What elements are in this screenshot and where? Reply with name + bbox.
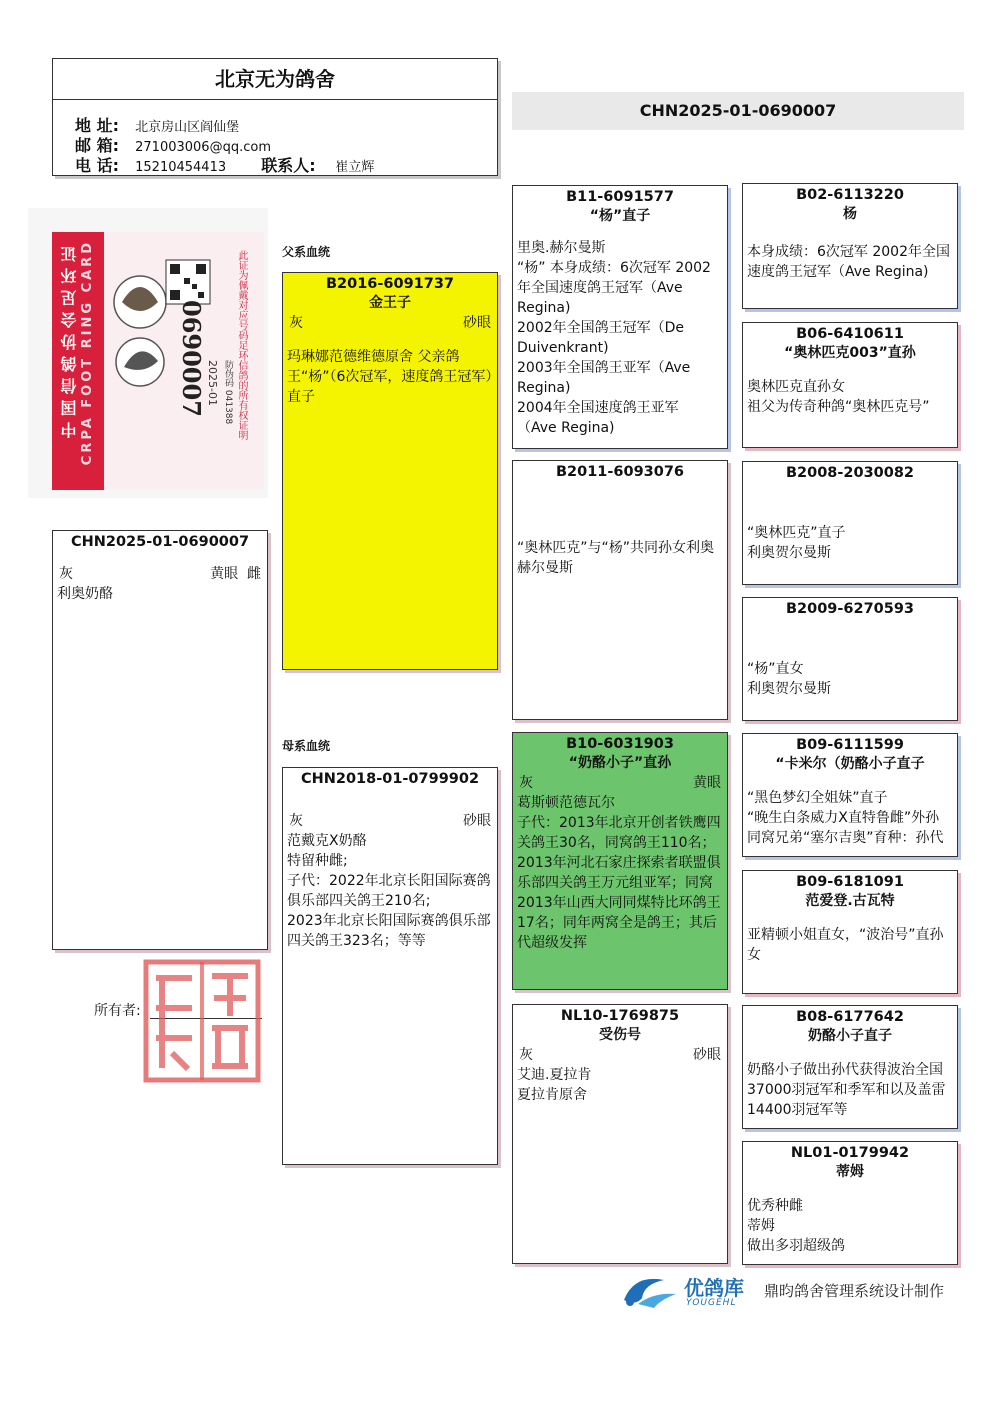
ring-card-title-en: CRPA FOOT RING CARD	[80, 240, 95, 466]
dam-dam-color: 灰	[519, 1047, 533, 1063]
sds-desc: “奥林匹克”直子 利奥贺尔曼斯	[747, 525, 846, 561]
dss-desc: “黑色梦幻全姐妹”直子 “晚生白条威力X直特鲁雌”外孙 同窝兄弟“塞尔吉奥”育种：孙代	[747, 790, 944, 846]
ring-card-code: 防伪码 041388	[223, 360, 233, 425]
sire-sire-box	[512, 185, 728, 449]
sss-box	[742, 183, 958, 309]
dam-dam-ring-id: NL10-1769875	[560, 1008, 680, 1024]
ssd-name: “奥林匹克003”直孙	[784, 345, 916, 361]
dam-dam-eye: 砂眼	[693, 1047, 721, 1063]
sdd-ring-id: B2009-6270593	[785, 601, 915, 617]
sire-box	[282, 272, 498, 670]
dam-desc: 范戴克X奶酪 特留种雌; 子代：2022年北京长阳国际赛鸽俱乐部四关鸽王210名; 2023年北京长阳国际赛鸽俱乐部四关鸽王323名；等等	[287, 833, 491, 949]
sire-desc: 玛琳娜范德维德原舍 父亲鸽王“杨”（6次冠军，速度鸽王冠军）直子	[287, 349, 493, 405]
dam-color: 灰	[289, 813, 303, 829]
sds-ring-id: B2008-2030082	[785, 465, 915, 481]
yougeku-logo-icon	[618, 1270, 682, 1310]
sire-eye: 砂眼	[463, 315, 491, 331]
ring-card-title-cn: 中国信鸽协会足环证	[60, 240, 79, 438]
sire-ring-id: B2016-6091737	[325, 276, 455, 292]
dds-desc: 奶酪小子做出孙代获得波治全国37000羽冠军和季军和以及盖雷14400羽冠军等	[747, 1062, 946, 1118]
ring-card-year: 2025-01	[206, 360, 219, 406]
subject-color: 灰	[59, 566, 73, 582]
owner-seal-stamp	[142, 958, 262, 1084]
sds-box	[742, 461, 958, 585]
sdd-box	[742, 597, 958, 721]
email-value: 271003006@qq.com	[135, 140, 271, 155]
contact-label: 联系人:	[261, 156, 316, 175]
ddd-name: 蒂姆	[836, 1164, 864, 1180]
pedigree-ring-id: CHN2025-01-0690007	[512, 92, 964, 130]
sire-line-label: 父系血统	[282, 245, 331, 259]
ring-card-note: 此证为佩戴对应号码足环信鸽的所有权证明	[236, 250, 247, 440]
dss-ring-id: B09-6111599	[796, 737, 904, 753]
sss-name: 杨	[843, 206, 857, 222]
ring-card-red-band	[52, 232, 104, 490]
dam-box	[282, 767, 498, 1165]
sss-ring-id: B02-6113220	[796, 187, 904, 203]
dsd-box	[742, 870, 958, 994]
dam-sire-desc: 葛斯顿范德瓦尔 子代：2013年北京开创者铁鹰四关鸽王30名，同窝鸽王110名；2013年河北石家庄探索者联盟俱乐部四关鸽王万元组亚军；同窝2013年山西大同同煤特比环鸽王17名；同年两窝全是鸽王；其后代超级发挥	[517, 795, 721, 951]
dsd-ring-id: B09-6181091	[796, 874, 904, 890]
contact-value: 崔立辉	[335, 160, 375, 175]
sire-dam-box	[512, 460, 728, 720]
sire-dam-ring-id: B2011-6093076	[555, 464, 685, 480]
dss-name: “卡米尔（奶酪小子直子	[775, 756, 925, 772]
footer-brand: 优鸽库	[684, 1276, 744, 1300]
ddd-desc: 优秀种雌 蒂姆 做出多羽超级鸽	[747, 1198, 845, 1254]
sdd-desc: “杨”直女 利奥贺尔曼斯	[747, 661, 831, 697]
dam-sire-color: 灰	[519, 775, 533, 791]
loft-header	[52, 58, 498, 176]
owner-label: 所有者:	[94, 1003, 141, 1019]
dds-name: 奶酪小子直子	[808, 1028, 892, 1044]
ssd-ring-id: B06-6410611	[796, 326, 904, 342]
loft-name: 北京无为鸽舍	[53, 59, 497, 100]
dam-sire-box	[512, 732, 728, 990]
email-label: 邮 箱:	[75, 136, 119, 155]
subject-box	[52, 530, 268, 950]
subject-eye: 黄眼	[210, 566, 239, 582]
dam-sire-ring-id: B10-6031903	[566, 736, 674, 752]
subject-sex: 雌	[247, 566, 261, 582]
dam-eye: 砂眼	[463, 813, 491, 829]
dam-dam-box	[512, 1004, 728, 1264]
address-value: 北京房山区阎仙堡	[135, 120, 240, 135]
subject-desc: 利奥奶酪	[57, 586, 113, 602]
ssd-desc: 奥林匹克直孙女 祖父为传奇种鸽“奥林匹克号”	[747, 379, 930, 415]
dsd-desc: 亚精顿小姐直女，“波治号”直孙女	[747, 927, 944, 963]
sire-name: 金王子	[369, 295, 411, 311]
footer-brand-en: YOUGEHL	[686, 1298, 737, 1308]
phone-value: 15210454413	[135, 160, 227, 175]
phone-line	[75, 153, 374, 176]
dam-sire-eye: 黄眼	[693, 775, 721, 791]
sire-color: 灰	[289, 315, 303, 331]
dam-ring-id: CHN2018-01-0799902	[300, 771, 480, 787]
sss-desc: 本身成绩：6次冠军 2002年全国速度鸽王冠军（Ave Regina)	[747, 244, 950, 280]
dam-sire-name: “奶酪小子”直孙	[568, 755, 672, 771]
dds-ring-id: B08-6177642	[796, 1009, 904, 1025]
sire-dam-desc: “奥林匹克”与“杨”共同孙女利奥赫尔曼斯	[517, 540, 715, 576]
dsd-name: 范爱登.古瓦特	[805, 893, 895, 909]
sire-sire-ring-id: B11-6091577	[566, 189, 674, 205]
footer-credit: 鼎昀鸽舍管理系统设计制作	[764, 1282, 945, 1300]
dss-box	[742, 733, 958, 857]
ssd-box	[742, 322, 958, 448]
ring-card-number: 0690007	[177, 300, 206, 417]
ddd-ring-id: NL01-0179942	[790, 1145, 910, 1161]
ddd-box	[742, 1141, 958, 1265]
address-label: 地 址:	[75, 116, 119, 135]
sire-sire-desc: 里奥.赫尔曼斯 “杨” 本身成绩：6次冠军 2002年全国速度鸽王冠军（Ave Regina) 2002年全国鸽王冠军（De Duivenkrant) 2003年全国鸽王亚军（Ave Regina) 2004年全国速度鸽王亚军 （Ave Regina)	[517, 240, 711, 436]
dam-line-label: 母系血统	[282, 739, 331, 753]
sire-sire-name: “杨”直子	[589, 208, 651, 224]
dds-box	[742, 1005, 958, 1129]
subject-ring-id: CHN2025-01-0690007	[70, 534, 250, 550]
dam-dam-desc: 艾迪.夏拉肯 夏拉肯原舍	[517, 1067, 592, 1103]
phone-label: 电 话:	[75, 156, 119, 175]
dam-dam-name: 受伤号	[599, 1027, 641, 1043]
